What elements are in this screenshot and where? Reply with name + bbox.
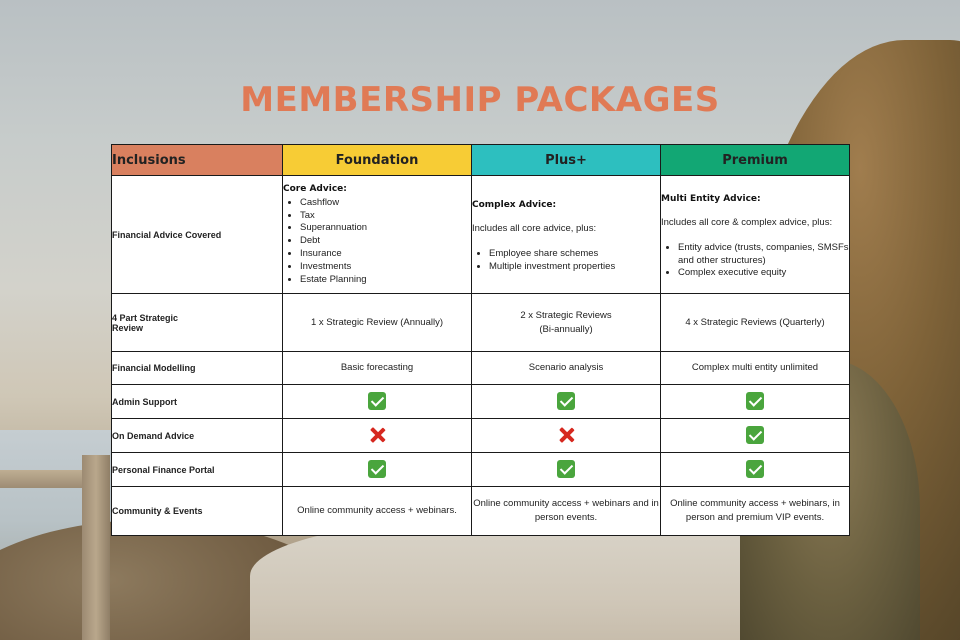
table-row bbox=[112, 294, 850, 352]
cross-icon bbox=[557, 426, 575, 444]
plus-review-value bbox=[472, 294, 661, 352]
list-item: • Complex executive equity bbox=[678, 267, 849, 280]
foundation-admin-cell bbox=[283, 385, 472, 419]
plus-review-line: 2 x Strategic Reviews bbox=[520, 309, 612, 321]
foundation-on-demand-cell bbox=[283, 419, 472, 453]
row-label-admin-support: Admin Support bbox=[112, 385, 283, 419]
row-label-strategic-review bbox=[112, 294, 283, 352]
premium-advice-list bbox=[661, 242, 849, 280]
list-item: • Debt bbox=[300, 235, 471, 248]
check-icon bbox=[557, 460, 575, 478]
table-row bbox=[112, 487, 850, 536]
premium-review-value: 4 x Strategic Reviews (Quarterly) bbox=[661, 294, 850, 352]
check-icon bbox=[557, 392, 575, 410]
row-label-line: Review bbox=[112, 322, 144, 333]
table-row bbox=[112, 176, 850, 294]
list-item: • Employee share schemes bbox=[489, 248, 660, 261]
check-icon bbox=[368, 392, 386, 410]
check-icon bbox=[368, 460, 386, 478]
list-item: • Multiple investment properties bbox=[489, 261, 660, 274]
table-row bbox=[112, 385, 850, 419]
header-foundation: Foundation bbox=[283, 145, 472, 176]
plus-review-line: (Bi-annually) bbox=[539, 323, 593, 335]
premium-modelling-value: Complex multi entity unlimited bbox=[661, 352, 850, 385]
foundation-review-value: 1 x Strategic Review (Annually) bbox=[283, 294, 472, 352]
plus-advice-cell bbox=[472, 176, 661, 294]
premium-admin-cell bbox=[661, 385, 850, 419]
foundation-advice-list bbox=[283, 197, 471, 287]
premium-advice-heading: Multi Entity Advice: bbox=[661, 193, 761, 204]
foundation-advice-cell bbox=[283, 176, 472, 294]
row-label-on-demand-advice: On Demand Advice bbox=[112, 419, 283, 453]
header-inclusions: Inclusions bbox=[112, 145, 283, 176]
plus-advice-list bbox=[472, 248, 660, 274]
row-label-line: 4 Part Strategic bbox=[112, 312, 179, 323]
list-item: • Insurance bbox=[300, 248, 471, 261]
table-header-row bbox=[112, 145, 850, 176]
foundation-modelling-value: Basic forecasting bbox=[283, 352, 472, 385]
list-item: • Cashflow bbox=[300, 197, 471, 210]
plus-advice-intro: Includes all core advice, plus: bbox=[472, 223, 597, 235]
table-row bbox=[112, 453, 850, 487]
background-sand-path bbox=[250, 520, 810, 640]
list-item: • Tax bbox=[300, 210, 471, 223]
premium-advice-intro: Includes all core & complex advice, plus: bbox=[661, 216, 833, 228]
plus-admin-cell bbox=[472, 385, 661, 419]
check-icon bbox=[746, 460, 764, 478]
plus-on-demand-cell bbox=[472, 419, 661, 453]
row-label-community-events: Community & Events bbox=[112, 487, 283, 536]
list-item: • Estate Planning bbox=[300, 274, 471, 287]
list-item: • Entity advice (trusts, companies, SMSFs and other structures) bbox=[678, 242, 849, 268]
plus-community-value: Online community access + webinars and in person events. bbox=[472, 487, 661, 536]
cross-icon bbox=[368, 426, 386, 444]
background-fence-post bbox=[82, 455, 110, 640]
row-label-finance-portal: Personal Finance Portal bbox=[112, 453, 283, 487]
premium-on-demand-cell bbox=[661, 419, 850, 453]
check-icon bbox=[746, 426, 764, 444]
foundation-community-value: Online community access + webinars. bbox=[283, 487, 472, 536]
page-title: MEMBERSHIP PACKAGES bbox=[240, 80, 720, 120]
row-label-financial-modelling: Financial Modelling bbox=[112, 352, 283, 385]
row-label-financial-advice: Financial Advice Covered bbox=[112, 176, 283, 294]
plus-advice-heading: Complex Advice: bbox=[472, 200, 557, 211]
header-plus: Plus+ bbox=[472, 145, 661, 176]
premium-community-value: Online community access + webinars, in person and premium VIP events. bbox=[661, 487, 850, 536]
list-item: • Superannuation bbox=[300, 222, 471, 235]
premium-advice-cell bbox=[661, 176, 850, 294]
check-icon bbox=[746, 392, 764, 410]
header-premium: Premium bbox=[661, 145, 850, 176]
membership-table bbox=[111, 144, 850, 536]
list-item: • Investments bbox=[300, 261, 471, 274]
table-row bbox=[112, 352, 850, 385]
foundation-portal-cell bbox=[283, 453, 472, 487]
table-row bbox=[112, 419, 850, 453]
plus-modelling-value: Scenario analysis bbox=[472, 352, 661, 385]
premium-portal-cell bbox=[661, 453, 850, 487]
foundation-advice-heading: Core Advice: bbox=[283, 183, 347, 194]
plus-portal-cell bbox=[472, 453, 661, 487]
